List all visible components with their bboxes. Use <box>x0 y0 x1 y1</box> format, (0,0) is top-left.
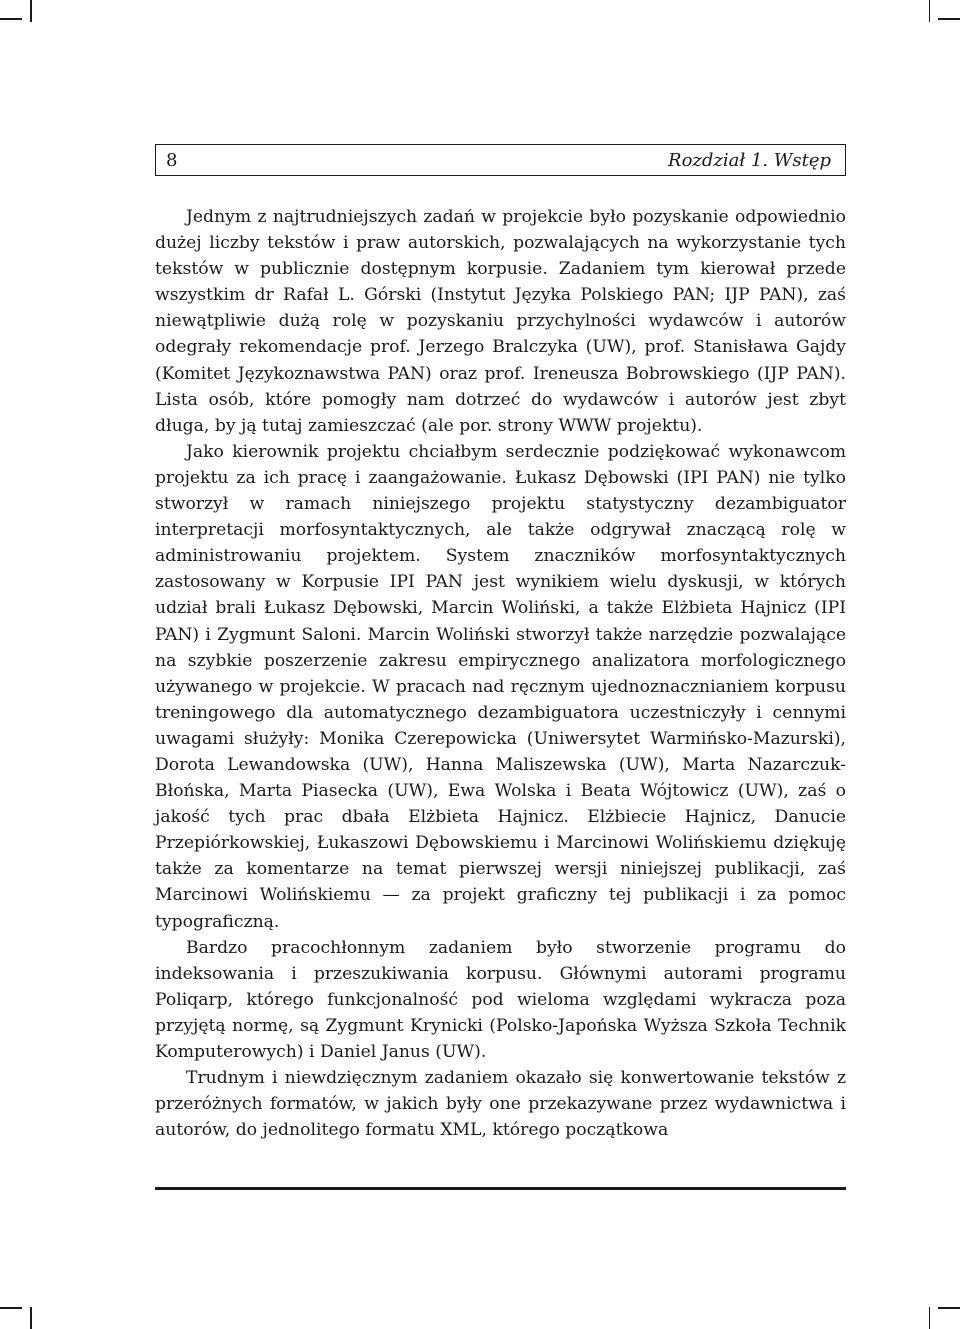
running-head: Rozdział 1. Wstęp <box>668 149 831 171</box>
crop-mark <box>30 1307 32 1329</box>
paragraph: Trudnym i niewdzięcznym zadaniem okazało się konwertowanie tekstów z przeróżnych formatów, w jakich były one przekazywane przez wydawnictwa i autorów, do jednolitego formatu XML, którego początkowa <box>155 1068 846 1141</box>
crop-mark <box>0 1307 22 1309</box>
crop-mark <box>929 1307 931 1329</box>
crop-mark <box>938 1307 960 1309</box>
paragraph: Bardzo pracochłonnym zadaniem było stworzenie programu do indeksowania i przeszukiwania korpusu. Głównymi autorami programu Poliqarp, którego funkcjonalność pod wieloma względami wykracza poza przyjętą normę, są Zygmunt Krynicki (Polsko-Japońska Wyższa Szkoła Technik Komputerowych) i Daniel Janus (UW). <box>155 937 846 1062</box>
crop-mark <box>0 18 22 20</box>
paragraph: Jako kierownik projektu chciałbym serdecznie podziękować wykonawcom projektu za ich pracę i zaangażowanie. Łukasz Dębowski (IPI PAN) nie tylko stworzył w ramach niniejszego projektu statystyczny dezambiguator interpretacji morfosyntaktycznych, ale także odgrywał znaczącą rolę w administrowaniu projektem. System znaczników morfosyntaktycznych zastosowany w Korpusie IPI PAN jest wynikiem wielu dyskusji, w których udział brali Łukasz Dębowski, Marcin Woliński, a także Elżbieta Hajnicz (IPI PAN) i Zygmunt Saloni. Marcin Woliński stworzył także narzędzie pozwalające na szybkie poszerzenie zakresu empirycznego analizatora morfologicznego używanego w projekcie. W pracach nad ręcznym ujednoznacznianiem korpusu treningowego dla automatycznego dezambiguatora uczestniczyły i cennymi uwagami służyły: Monika Czerepowicka (Uniwersytet Warmińsko-Mazurski), Dorota Lewandowska (UW), Hanna Maliszewska (UW), Marta Nazarczuk-Błońska, Marta Piasecka (UW), Ewa Wolska i Beata Wójtowicz (UW), zaś o jakość tych prac dbała Elżbieta Hajnicz. Elżbiecie Hajnicz, Danucie Przepiórkowskiej, Łukaszowi Dębowskiemu i Marcinowi Wolińskiemu dziękuję także za komentarze na temat pierwszej wersji niniejszej publikacji, zaś Marcinowi Wolińskiemu — za projekt graficzny tej publikacji i za pomoc typograficzną. <box>155 441 846 932</box>
page-body <box>155 204 846 1143</box>
crop-mark <box>938 18 960 20</box>
page-number: 8 <box>166 149 178 171</box>
crop-mark <box>30 0 32 22</box>
paragraph: Jednym z najtrudniejszych zadań w projekcie było pozyskanie odpowiednio dużej liczby tekstów i praw autorskich, pozwalających na wykorzystanie tych tekstów w publicznie dostępnym korpusie. Zadaniem tym kierował przede wszystkim dr Rafał L. Górski (Instytut Języka Polskiego PAN; IJP PAN), zaś niewątpliwie dużą rolę w pozyskaniu przychylności wydawców i autorów odegrały rekomendacje prof. Jerzego Bralczyka (UW), prof. Stanisława Gajdy (Komitet Językoznawstwa PAN) oraz prof. Ireneusza Bobrowskiego (IJP PAN). Lista osób, które pomogły nam dotrzeć do wydawców i autorów jest zbyt długa, by ją tutaj zamieszczać (ale por. strony WWW projektu). <box>155 207 846 436</box>
page-header <box>155 144 846 176</box>
bottom-rule <box>155 1187 846 1190</box>
crop-mark <box>929 0 931 22</box>
